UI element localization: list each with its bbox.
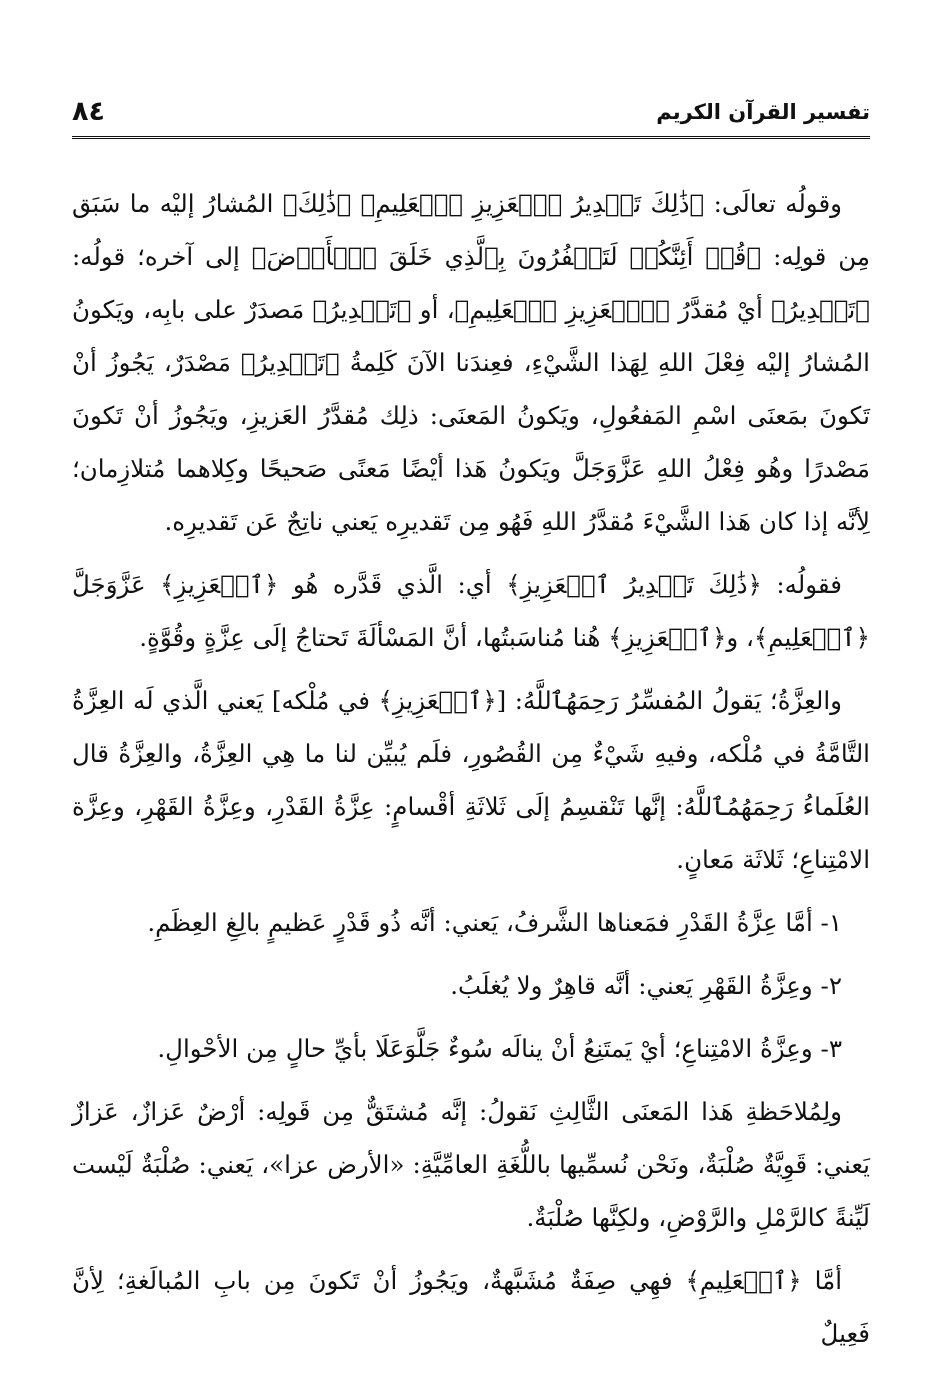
paragraph: وقولُه تعالَى: ﴿ذَٰلِكَ تَقۡدِيرُ ٱلۡعَزِيزِ ٱلۡعَلِيمِ﴾ ﴿ذَٰلِكَ﴾ المُشارُ إليْه ما سَبَق مِن قولِه: ﴿قُلۡ أَئِنَّكُمۡ لَتَكۡفُرُونَ بِٱلَّذِي خَلَقَ ٱلۡأَرۡضَ﴾ إلى آخره؛ قولُه: ﴿تَقۡدِيرُ﴾ أيْ مُقدَّرُ ﴿ٱلۡعَزِيزِ ٱلۡعَلِيمِ﴾، أو ﴿تَقۡدِيرُ﴾ مَصدَرٌ على بابِه، ويَكونُ المُشارُ إليْه فِعْلَ اللهِ لِهَذا الشَّيْءِ، فعِندَنا الآنَ كَلِمةُ ﴿تَقۡدِيرُ﴾ مَصْدَرٌ، يَجُوزُ أنْ تَكونَ بمَعنَى اسْمِ المَفعُولِ، ويَكونُ المَعنَى: ذلِك مُقدَّرُ العَزيزِ، ويَجُوزُ أنْ تَكونَ مَصْدرًا وهُو فِعْلُ اللهِ عَزَّوَجَلَّ ويَكونُ هَذا أيْضًا مَعنًى صَحيحًا وكِلاهما مُتلازِمان؛ لِأنَّه إذا كان هَذا الشَّيْءَ مُقدَّرُ اللهِ فَهُو مِن تَقديرِه يَعني ناتِجٌ عَن تَقديرِه. — [72, 189, 870, 536]
running-title: تفسير القرآن الكريم — [656, 100, 870, 124]
list-item: ١- أمَّا عِزَّةُ القَدْرِ فمَعناها الشَّرفُ، يَعني: أنَّه ذُو قَدْرٍ عَظيمٍ بالِغِ العِظَمِ. — [147, 908, 842, 937]
book-page — [72, 96, 870, 1370]
page-body — [72, 177, 870, 1360]
paragraph: والعِزَّةُ؛ يَقولُ المُفسِّرُ رَحِمَهُٱللَّهُ: [﴿ٱلۡعَزِيزِ﴾ في مُلْكه] يَعني الَّذي لَه العِزَّةُ التَّامَّةُ في مُلْكه، وفيهِ شَيْءٌ مِن القُصُورِ، فلَم يُبيِّن لنا ما هِي العِزَّةُ، والعِزَّةُ قال العُلَماءُ رَحِمَهُمُٱللَّهُ: إنَّها تَنْقسِمُ إلَى ثَلاثَةِ أقْسامٍ: عِزَّةُ القَدْرِ، وعِزَّةُ القَهْرِ، وعِزَّة الامْتِناعِ؛ ثَلاثَة مَعانٍ. — [72, 686, 870, 874]
paragraph: أمَّا ﴿ٱلۡعَلِيمِ﴾ فهِي صِفَةٌ مُشَبَّهةٌ، ويَجُوزُ أنْ تَكونَ مِن بابِ المُبالَغةِ؛ لِأنَّ فَعِيلٌ — [72, 1266, 870, 1348]
paragraph: ولِمُلاحَظةِ هَذا المَعنَى الثَّالِثِ نَقولُ: إنَّه مُشتَقٌّ مِن قَولِه: أرْضٌ عَزازٌ، عَزازٌ يَعني: قَوِيَّةٌ صُلْبَةٌ، ونَحْن نُسمِّيها باللُّغَةِ العامِّيَّةِ: «الأرض عزا»، يَعني: صُلْبَةٌ لَيْست لَيِّنةً كالرَّمْلِ والرَّوْضِ، ولكِنَّها صُلْبَةٌ. — [72, 1097, 870, 1232]
page-header — [72, 96, 870, 139]
list-item: ٢- وعِزَّةُ القَهْرِ يَعني: أنَّه قاهِرٌ ولا يُغلَبُ. — [450, 971, 842, 1000]
paragraph: فقولُه: ﴿ذَٰلِكَ تَقۡدِيرُ ٱلۡعَزِيزِ﴾ أي: الَّذي قَدَّره هُو ﴿ٱلۡعَزِيزِ﴾ عَزَّوَجَلَّ ﴿ٱلۡعَلِيمِ﴾، و﴿ٱلۡعَزِيزِ﴾ هُنا مُناسَبتُها، أنَّ المَسْألَةَ تَحتاجُ إلَى عِزَّةٍ وقُوَّةٍ. — [72, 570, 870, 652]
page-number: ٨٤ — [72, 96, 105, 127]
list-item: ٣- وعِزَّةُ الامْتِناعِ؛ أيْ يَمتَنِعُ أنْ ينالَه سُوءٌ جَلَّوَعَلَا بأيِّ حالٍ مِن الأحْوالِ. — [157, 1034, 842, 1063]
